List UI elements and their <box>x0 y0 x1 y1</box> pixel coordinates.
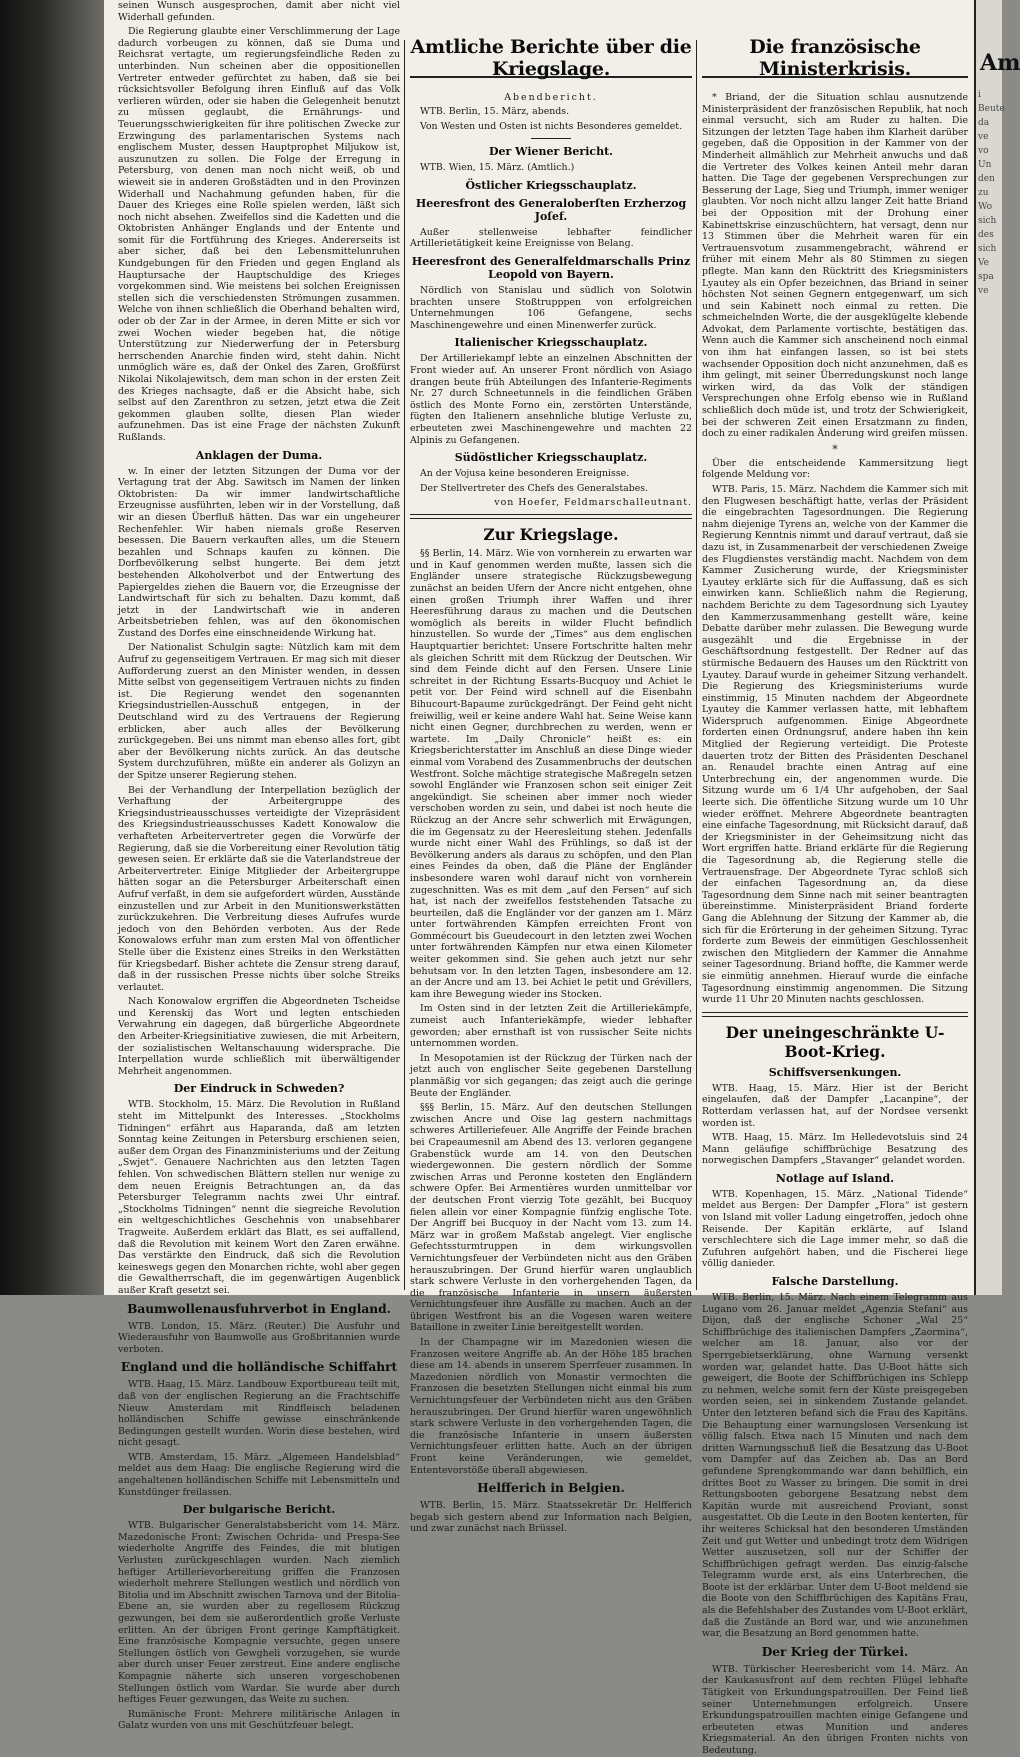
paragraph: WTB. Bulgarischer Generalstabsbericht vom 14. März. Mazedonische Front: Zwischen Ochrida- und Prespa-See wiederholte Angriffe des Feindes, die mit blutigen Verlusten zurückgeschlagen wurden. Nach ziemlich heftiger Artillerievorbereitung griffen die Franzosen wiederholt mehrere Stellungen westlich und nördlich von Bitolia und im Abschnitt zwischen Tarnova und der Bitolia-Ebene an, sie wurden aber zu regellosem Rückzug gezwungen, bei dem sie außerordentlich große Verluste erlitten. An der übrigen Front geringe Kampftätigkeit. Eine französische Kompagnie versuchte, gegen unsere Stellungen östlich von Gewgheli vorzugehen, sie wurde aber durch unser Feuer zerstreut. Eine andere englische Kompagnie näherte sich unseren vorgeschobenen Stellungen östlich vom Wardar. Sie wurde aber durch heftiges Feuer gezwungen, das Weite zu suchen. <box>118 1520 400 1706</box>
paragraph: WTB. Kopenhagen, 15. März. „National Tidende“ meldet aus Bergen: Der Dampfer „Flora“ ist gestern von Island mit voller Ladung eingetroffen, jedoch ohne Reisende. Der Kapitän erklärte, auf Island verschlechtere sich die Lage immer mehr, so daß die Zufuhren aufgehört haben, und die Fischerei liege völlig danieder. <box>702 1188 968 1270</box>
paragraph: §§§ Berlin, 15. März. Auf den deutschen Stellungen zwischen Ancre und Oise lag gestern nachmittags schweres Artilleriefeuer. Alle Angriffe der Feinde brachen bei Crapeaumesnil am Abend des 13. verloren gegangene Grabenstück wurde am 14. von den Deutschen wiedergewonnen. Die gestern nördlich der Somme zwischen Arras und Peronne kosteten den Engländern schwere Opfer. Bei Armentières wurden unmittelbar vor der deutschen Front vierzig Tote gezählt, bei Bucquoy fielen allein vor einer Kompagnie fünfzig englische Tote. Der Angriff bei Bucquoy in der Nacht vom 13. zum 14. März war in großem Maßstab angelegt. Vier englische Gefechtssturmtruppen in dem wirkungsvollen Vernichtungsfeuer der Verbündeten nicht aus den Gräben herauszubringen. Der Grund hierfür waren unglaublich stark schwere Verluste in den vorhergehenden Tagen, da die französische Infanterie in unsern äußersten Vernichtungsfeuer ihre Ausfälle zu machen. Auch an der übrigen Westfront bis an die Vogesen waren weitere Bataillone in zweiter Linie bereitgestellt worden. <box>410 1102 692 1334</box>
section-heading: Helfferich in Belgien. <box>477 1481 625 1496</box>
paragraph: An der Vojusa keine besonderen Ereignisse. <box>420 468 630 480</box>
paragraph: Der Nationalist Schulgin sagte: Nützlich kam mit dem Aufruf zu gegenseitigem Vertrauen. Er mag sich mit dieser Aufforderung zuerst an den Minister wenden, in dessen Mitte selbst von gegenseitigem Vertrauen nichts zu finden ist. Die Regierung wendet den sogenannten Kriegsindustriellen-Ausschuß entgegen, in der Deutschland wird zu des Vertrauens der Regierung erblicken, aber auch alles der Bevölkerung zurückgegeben. Bei uns nimmt man ebenso alles fort, gibt aber der Bevölkerung nichts zurück. An das deutsche System durchzuführen, müßte ein anderer als Golizyn an der Spitze unserer Regierung stehen. <box>118 642 400 781</box>
section-heading: Die französische Ministerkrisis. <box>749 36 921 80</box>
text-fragment: Wo <box>978 202 993 212</box>
section-heading: Heeresfront des Generalfeldmarschalls Prinz Leopold von Bayern. <box>411 254 691 281</box>
section-heading: Zur Kriegslage. <box>483 525 619 545</box>
paragraph: Im Osten sind in der letzten Zeit die Artilleriekämpfe, zumeist auch Infanteriekämpfe, wieder lebhafter geworden; aber ernsthaft ist von russischer Seite nichts unternommen worden. <box>410 1003 692 1050</box>
paragraph: WTB. Paris, 15. März. Nachdem die Kammer sich mit den Flugwesen beschäftigt hatte, verlas der Präsident die eingebrachten Tagesordnungen. Die Regierung nahm diejenige Tyrens an, welche von der Kammer die Regierung Kenntnis nimmt und darauf vertraut, daß sie dazu ist, in Zusammenarbeit der verschiedenen Zweige des Flugdienstes verständig macht. Nachdem von dem Kammer Zusicherung wurde, der Kriegsminister Lyautey erklärte sich für die Auffassung, daß es sich einwirken kann. Schließlich nahm die Regierung, nachdem Berichte zu dem Tagesordnung sich Lyautey den Kammerzusammenhang gestellt wäre, keine Debatte darüber mehr zulassen. Die Bewegung wurde ausgezählt und die Ergebnisse in der Geschäftsordnung festgestellt. Der Redner auf das stürmische Bedauern des Hauses um den Rücktritt von Lyautey. Darauf wurde in geheimer Sitzung verhandelt. Die Regierung des Kriegsministeriums wurde einstimmig, 15 Minuten nachdem der Abgeordnete Lyautey die Kammer verlassen hatte, mit lebhaftem Widerspruch aufgenommen. Einige Abgeordnete forderten einen Ordnungsruf, andere haben ihn kein Mitglied der Regierung verteidigt. Die Proteste dauerten trotz der Bitten des Präsidenten Deschanel an. Renaudel brachte einen Antrag auf eine Unterbrechung ein, der angenommen wurde. Die Sitzung wurde um 6 1/4 Uhr aufgehoben, der Saal leerte sich. Die öffentliche Sitzung wurde um 10 Uhr wieder eröffnet. Mehrere Abgeordnete beantragten eine einfache Tagesordnung, mit Rücksicht darauf, daß der Kriegsminister in der Geheimsitzung nicht das Wort ergriffen hatte. Briand erklärte für die Regierung die Tagesordnung ab, die Regierung stelle die Vertrauensfrage. Der Abgeordnete Tyrac schloß sich der einfachen Tagesordnung an, da diese Tagesordnung dem Sinne nach mit seiner beantragten übereinstimme. Ministerpräsident Briand forderte Gang die Ablehnung der Sitzung der Kammer ab, die sich für die Erörterung in der geheimen Sitzung. Tyrac forderte zum Beweis der einmütigen Geschlossenheit zwischen den Mitgliedern der Kammer die Annahme seiner Tagesordnung. Briand hoffte, die Kammer werde sie einmütig annehmen. Hierauf wurde die einfache Tagesordnung einstimmig angenommen. Die Sitzung wurde 11 Uhr 20 Minuten nachts geschlossen. <box>702 484 968 1006</box>
paragraph: Außer stellenweise lebhafter feindlicher Artillerietätigkeit keine Ereignisse von Belang. <box>410 226 692 250</box>
section-heading: Heeresfront des Generaloberſten Erzherzog Joſef. <box>415 196 687 223</box>
signature: von Hoefer, Feldmarschalleutnant. <box>494 497 692 509</box>
paragraph: Von Westen und Osten ist nichts Besonderes gemeldet. <box>420 120 683 132</box>
section-heading: England und die holländische Schiffahrt <box>120 1360 398 1375</box>
section-heading: Schiffsversenkungen. <box>768 1065 902 1079</box>
adjacent-page-edge <box>974 0 1020 1295</box>
paragraph: WTB. Haag, 15. März. Hier ist der Bericht eingelaufen, daß der Dampfer „Lacanpine“, der Rotterdam verlassen hat, auf der Nordsee versenkt worden ist. <box>702 1082 968 1129</box>
paragraph: WTB. Haag, 15. März. Landbouw Exportbureau teilt mit, daß von der englischen Regierung an die Frachtschiffe Nieuw Amsterdam mit Rindfleisch beladenen holländischen Schiffe gewisse einschränkende Bedingungen gestellt wurden. Worin diese bestehen, wird nicht gesagt. <box>118 1379 400 1449</box>
text-fragment: vo <box>978 146 989 156</box>
text-fragment: Beute <box>978 104 1005 114</box>
section-heading: Anklagen der Duma. <box>195 448 323 462</box>
text-fragment: des <box>978 230 994 240</box>
paragraph: Nördlich von Stanislau und südlich von Solotwin brachten unsere Stoßtrupppen von erfolgreichen Unternehmungen 106 Gefangene, sechs Maschinengewehre und einen Minenwerfer zurück. <box>410 284 692 331</box>
section-heading: Der Krieg der Türkei. <box>761 1644 909 1659</box>
section-heading: Östlicher Kriegsschauplatz. <box>465 178 637 192</box>
section-heading: Der Wiener Bericht. <box>489 145 613 159</box>
paragraph: Die Regierung glaubte einer Verschlimmerung der Lage dadurch vorbeugen zu können, daß sie Duma und Reichsrat vertagte, um regierungsfeindliche Reden zu unterbinden. Nun scheinen aber die oppositionellen Vertreter entweder gefürchtet zu haben, daß sie bei rücksichtsvoller Befolgung ihren Einfluß auf das Volk verlieren würden, oder sie haben die Gelegenheit benutzt zu müssen geglaubt, die Ernährungs- und Teuerungsschwierigkeiten für ihre politischen Zwecke zur Erzwingung des parlamentarischen Systems nach englischem Muster, dessen Hauptprophet Miljukow ist, auszunutzen zu sollen. Die Folge der Erregung in Petersburg, von denen man noch nicht weiß, ob und wieweit sie in anderen Großstädten und in den Provinzen Widerhall und Nachahmung gefunden haben, für die Dauer des Krieges eine Rolle spielen werden, läßt sich noch nicht absehen. Zweifellos sind die Kadetten und die Oktobristen Anhänger Englands und der Entente und somit für die Fortführung des Krieges. Andererseits ist aber sicher, daß bei den Lebensmittelunruhen Kundgebungen für den Frieden und gegen England als Hauptursache der Hauptschuldige des Krieges vorgekommen sind. Wie meistens bei solchen Ereignissen stellen sich die verschiedensten Strömungen zusammen. Welche von ihnen schließlich die Oberhand behalten wird, oder ob der Zar in der Armee, in deren Mitte er sich vor zwei Wochen wieder begeben hat, die nötige Unterstützung zur Niederwerfung der in Petersburg herrschenden Anarchie finden wird, steht dahin. Nicht unmöglich wäre es, daß der Onkel des Zaren, Großfürst Nikolai Nikolajewitsch, dem man schon in der ersten Zeit des Krieges nachsagte, daß er die Absicht habe, sich selbst auf den Zarenthron zu setzen, jetzt etwa die Zeit gekommen glauben sollte, diesen Plan wieder aufzunehmen. Das ist eine Frage der nächsten Zukunft Rußlands. <box>118 26 400 443</box>
section-heading: Baumwollenausfuhrverbot in England. <box>127 1301 391 1316</box>
column-3 <box>702 0 968 1756</box>
paragraph: WTB. Berlin, 15. März, abends. <box>420 106 570 117</box>
paragraph: Nach Konowalow ergriffen die Abgeordneten Tscheidse und Kerenskij das Wort und legten entschieden Verwahrung ein dagegen, daß bürgerliche Abgeordnete den Arbeiter-Kriegsinitiative zuwiesen, die mit Arbeitern, der sozialistischen Weltanschauung widersprache. Die Interpellation wurde schließlich mit überwältigender Mehrheit angenommen. <box>118 996 400 1077</box>
text-fragment: den <box>978 174 995 184</box>
text-fragment: sich <box>978 216 997 226</box>
separator <box>531 138 571 139</box>
paragraph: §§ Berlin, 14. März. Wie von vornherein zu erwarten war und in Kauf genommen werden mußte, lassen sich die Engländer unsere strategische Rückzugsbewegung zunächst an beiden Ufern der Ancre nicht entgehen, ohne einen großen Triumph ihrer Waffen und ihrer Heeresführung daraus zu machen und die Deutschen womöglich als bereits in wilder Flucht befindlich hinzustellen. So wurde der „Times“ aus dem englischen Hauptquartier berichtet: Unsere Fortschritte halten mehr als gleichen Schritt mit dem Rückzug der Deutschen. Wir sind dem Feinde dicht auf den Fersen. Unsere Linie schreitet in der Richtung Essarts-Bucquoy und Achiet le petit vor. Der Feind wird schnell auf die Eisenbahn Bihucourt-Bapaume zurückgedrängt. Der Feind geht nicht freiwillig, weil er keine andere Wahl hat. Seine Weise kann nicht einen Gegner, durchbrechen zu werden, wenn er wartete. Im „Daily Chronicle“ heißt es: ein Kriegsberichterstatter im Anschluß an diese Dinge wieder einmal vom Vorabend des Zusammenbruchs der deutschen Westfront. Solche mächtige strategische Maßregeln setzen sowohl Engländer wie Franzosen schon seit einiger Zeit angekündigt. Sie scheinen aber immer noch wieder verschoben worden zu sein, und dabei ist noch heute die Rückzug an der Ancre sehr schwerlich mit Erwägungen, die im Gegensatz zu der Heeresleitung stehen. Jedenfalls wurde nicht einer Wahl des Frühlings, so daß ist der Bevölkerung anders als daraus zu schöpfen, und den Plan eines Feindes da oben, daß die Pläne der Engländer insbesondere waren wohl darauf nicht von vornherein zugeschnitten. Was es mit dem „auf den Fersen“ auf sich hat, ist nach der zweifellos feststehenden Tatsache zu beurteilen, daß die Engländer vor der ganzen am 1. März unter fortwährenden Kämpfen erreichten Front von Gommécourt bis Gueudecourt in den letzten zwei Wochen unter fortwährenden Kämpfen nur etwa einen Kilometer weiter gekommen sind. Sie gehen auch jetzt nur sehr behutsam vor. In den letzten Tagen, insbesondere am 12. an der Ancre und am 13. bei Achiet le petit und Grévillers, kam ihre Bewegung wieder ins Stocken. <box>410 548 692 1000</box>
section-heading: Italienischer Kriegsschauplatz. <box>454 336 648 350</box>
paragraph: WTB. Wien, 15. März. (Amtlich.) <box>420 162 575 174</box>
paragraph: WTB. Haag, 15. März. Im Helledevotsluis sind 24 Mann geläufige schiffbrüchige Besatzung des norwegischen Dampfers „Stavanger“ gelandet worden. <box>702 1132 968 1167</box>
text-fragment: ve <box>978 132 989 142</box>
paragraph: WTB. Amsterdam, 15. März. „Algemeen Handelsblad“ meldet aus dem Haag: Die englische Regierung wird die angehaltenen holländischen Schiffe mit Lebensmitteln und Kunstdünger freilassen. <box>118 1451 400 1498</box>
column-rule <box>404 40 405 1290</box>
section-heading: Der uneingeschränkte U-Boot-Krieg. <box>725 1022 945 1061</box>
paragraph: Über die entscheidende Kammersitzung liegt folgende Meldung vor: <box>702 457 968 481</box>
text-fragment: ve <box>978 286 989 296</box>
double-rule <box>410 514 692 519</box>
adjacent-text-fragments <box>978 88 1005 298</box>
section-heading: Notlage auf Island. <box>775 1171 895 1185</box>
text-fragment: da <box>978 118 990 128</box>
paragraph: w. In einer der letzten Sitzungen der Duma vor der Vertagung trat der Abg. Sawitsch im Namen der linken Oktobristen: Da wir immer landwirtschaftliche Erzeugnisse ausführten, leben wir in der Vorstellung, daß wir an diesen Überfluß hätten. Das war ein ungeheurer Rechenfehler. Wir haben niemals große Reserven besessen. Die Bauern verkauften alles, um die Steuern bezahlen und Schnaps kaufen zu können. Die Dorfbevölkerung selbst hungerte. Bei dem jetzt bestehenden Alkoholverbot und der Entwertung des Papiergeldes ziehen die Bauern vor, die Erzeugnisse der Landwirtschaft für sich zu behalten. Dazu kommt, daß jetzt in der Landwirtschaft wie in anderen Arbeitsbetrieben fehlen, was auf den ökonomischen Zustand des Dorfes eine einschneidende Wirkung hat. <box>118 465 400 639</box>
star-separator: * <box>832 442 838 456</box>
paragraph: In Mesopotamien ist der Rückzug der Türken nach der jetzt auch von englischer Seite gegebenen Darstellung planmäßig vor sich gegangen; das zeigt auch die geringe Beute der Engländer. <box>410 1052 692 1099</box>
paragraph: WTB. Berlin, 15. März. Nach einem Telegramm aus Lugano vom 26. Januar meldet „Agenzia Stefani“ aus Dijon, daß der englische Schoner „Wal 25“ Schiffbrüchige des italienischen Dampfers „Zaormina“, welcher am 18. Januar, also vor der Sperrgebietserklärung, ohne Warnung versenkt worden war, gelandet hatte. Das U-Boot hätte sich geweigert, die Boote der Schiffbrüchigen ins Schlepp zu nehmen, welche somit fern der Küste preisgegeben worden seien, sei in sinkendem Zustande gelandet. Unter den letzteren befand sich die Frau des Kapitäns. Die Behauptung einer warnungslosen Versenkung ist völlig falsch. Etwa nach 15 Minuten und nach dem dritten Warnungsschuß ließ die Besatzung das U-Boot vom Dampfer auf das Zeichen ab. Das an Bord gefundene Sprengkommando war dann behilflich, ein drittes Boot zu Wasser zu bringen. Die somit in drei Rettungsbooten geborgene Besatzung nebst dem Kapitän wurde mit ausreichend Proviant, sonst ausgestattet. Ob die Leute in den Booten kenterten, für ihr weiteres Schicksal hat den besonderen Umständen Zeit und gut Wetter und unbedingt trotz dem Widrigen Wetter auszusetzen, soll nur der Schiffer der Schiffbrüchigen gefragt werden. Das einzig-falsche Telegramm wurde erst, als eins Unterbrechen, die Boote ist der erklärbar. Unter dem U-Boot meldend sie die Boote von den Schiffbrüchigen des Kapitäns Frau, als die Befehlshaber des Zustandes vom U-Boot erklärt, daß die Zustände an Bord war, und wie anzunehmen war, die Besatzung an Bord genommen hatte. <box>702 1292 968 1640</box>
adjacent-heading-fragment: Am <box>980 50 1020 76</box>
section-heading: Falsche Darstellung. <box>771 1275 899 1289</box>
book-binding <box>0 0 104 1295</box>
text-fragment: sich <box>978 244 997 254</box>
text-fragment: Ve <box>978 258 989 268</box>
section-heading: Amtliche Berichte über die Kriegslage. <box>410 36 692 80</box>
section-heading: Südöstlicher Kriegsschauplatz. <box>454 451 648 465</box>
paragraph: WTB. Türkischer Heeresbericht vom 14. März. An der Kaukasusfront auf dem rechten Flügel lebhafte Tätigkeit von Erkundungspatrouillen. Der Feind ließ seiner Unternehmungen erfolgreich. Unsere Erkundungspatrouillen machten einige Gefangene und erbeuteten etwas Munition und anderes Kriegsmaterial. An den übrigen Fronten nichts von Bedeutung. <box>702 1663 968 1756</box>
subheading: Abendbericht. <box>504 92 598 103</box>
paragraph: Der Artilleriekampf lebte an einzelnen Abschnitten der Front wieder auf. An unserer Front nördlich von Asiago drangen beute früh Abteilungen des Infanterie-Regiments Nr. 27 durch Schneetunnels in die feindlichen Gräben östlich des Monte Forno ein, zerstörten Unterstände, fügten den Italienern ansehnliche blutige Verluste zu, erbeuteten zwei Maschinengewehre und machten 22 Alpinis zu Gefangenen. <box>410 353 692 446</box>
section-heading: Der bulgarische Bericht. <box>182 1503 336 1517</box>
section-heading: Der Eindruck in Schweden? <box>173 1082 345 1096</box>
paragraph: seinen Wunsch ausgesprochen, damit aber nicht viel Widerhall gefunden. <box>118 0 400 23</box>
paragraph: WTB. Berlin, 15. März. Staatssekretär Dr. Helfferich begab sich gestern abend zur Information nach Belgien, und zwar zunächst nach Brüssel. <box>410 1500 692 1535</box>
column-rule <box>696 40 697 1290</box>
paragraph: Der Stellvertreter des Chefs des Generalstabes. <box>420 482 649 494</box>
column-2 <box>410 0 692 1535</box>
text-fragment: i <box>978 90 981 100</box>
paragraph: In der Champagne wir im Mazedonien wiesen die Franzosen weitere Angriffe ab. An der Höhe 185 brachen diese am 14. abends in unserem Sperrfeuer zusammen. In Mazedonien nördlich von Monastir vermochten die Franzosen die besetzten Stellungen nicht einmal bis zum Vernichtungsfeuer der Verbündeten nicht aus den Gräben herauszubringen. Der Grund hierfür waren ungewöhnlich stark schwere Verluste in den vorhergehenden Tagen, die die französische Infanterie in unsern äußersten Vernichtungsfeuer erlitten hatte. Auch an der übrigen Front keine Veränderungen, wie gemeldet, Ententevorstöße überall abgewiesen. <box>410 1337 692 1476</box>
paragraph: Rumänische Front: Mehrere militärische Anlagen in Galatz wurden von uns mit Geschützfeuer belegt. <box>118 1708 400 1732</box>
newspaper-page <box>104 0 974 1756</box>
paragraph: * Briand, der die Situation schlau ausnutzende Ministerpräsident der französischen Republik, hat noch einmal versucht, sich am Ruder zu halten. Die Sitzungen der letzten Tage haben ihm Klarheit darüber gegeben, daß die Opposition in der Kammer von der Minderheit allmählich zur Mehrheit anwuchs und daß die Vertreter des Volkes keinen Anteil mehr daran hatten. Die Tage der gegebenen Versprechungen zur Besserung der Lage, Sieg und Triumph, immer weniger glaubten. Vor noch nicht allzu langer Zeit hatte Briand bei der Opposition mit der Drohung einer Kabinettskrise einzuschüchtern, hat versagt, denn nur 13 Stimmen über die Mehrheit waren für ein Vertrauensvotum zusammengebracht, während er früher mit einem Mehr als 80 Stimmen zu siegen pflegte. Man kann den Rücktritt des Kriegsministers Lyautey als ein Opfer bezeichnen, das Briand in seiner höchsten Not seinen Gegnern entgegenwarf, um sich und sein Kabinett noch einmal zu retten. Die schmeichelnden Worte, die der ausgeklügelte klebende Advokat, dem Parlamente vortischte, bestätigen das. Wenn auch die Kammer sich anscheinend noch einmal von ihm hat einfangen lassen, so ist bei stets wachsender Opposition doch nicht anzunehmen, daß es ihm gelingt, mit seiner Überredungskunst noch lange wirken wird, da das Volk der ständigen Versprechungen ohne Erfolg ebenso wie in Rußland schließlich doch müde ist, und trotz der Schwierigkeit, bei der schweren Zeit einen Ersatzmann zu finden, doch zu einer radikalen Änderung wird greifen müssen. <box>702 92 968 440</box>
paragraph: WTB. Stockholm, 15. März. Die Revolution in Rußland steht im Mittelpunkt des Interesses. „Stockholms Tidningen“ erfährt aus Haparanda, daß am letzten Sonntag keine Zeitungen in Petersburg erschienen seien, außer dem Organ des Finanzministeriums und der Zeitung „Swjet“. Genauere Nachrichten aus den letzten Tagen fehlen. Von schwedischen Blättern stellen nur wenige zu dem neuen Ereignis Betrachtungen an, da das Petersburger Telegramm nachts zwei Uhr eintraf. „Stockholms Tidningen“ nennt die siegreiche Revolution ein weltgeschichtliches Geschehnis von unabsehbarer Tragweite. Außerdem erklärt das Blatt, es sei auffallend, daß die Revolution mit keinem Wort den Zaren erwähne. Das verstärkte den Eindruck, daß sich die Revolution keineswegs gegen den Monarchen richte, wohl aber gegen die Gewaltherrschaft, die im gegenwärtigen Augenblick außer Kraft gesetzt sei. <box>118 1099 400 1296</box>
paragraph: Bei der Verhandlung der Interpellation bezüglich der Verhaftung der Arbeitergruppe des Kriegsindustrieausschusses verteidigte der Vizepräsident des Kriegsindustrieausschusses Kadett Konowalow die verhafteten Arbeitervertreter gegen die Vorwürfe der Regierung, daß sie die Vorbereitung einer Revolution tätig gewesen seien. Er erklärte daß sie die Vaterlandstreue der Arbeitervertreter. Einige Mitglieder der Arbeitergruppe hätten sogar an die Petersburger Arbeiterschaft einen Aufruf verfaßt, in dem sie aufgefordert würden, Ausstände einzustellen und zur Arbeit in den Munitionswerkstätten zurückzukehren. Die Verbreitung dieses Aufrufes wurde jedoch von den Behörden verboten. Aus der Rede Konowalows erfuhr man zum ersten Mal von öffentlicher Stelle über die Existenz eines Streiks in den Werkstätten für Kriegsbedarf. Bisher achtete die Zensur streng darauf, daß in der russischen Presse nichts über solche Streiks verlautet. <box>118 784 400 993</box>
text-fragment: spa <box>978 272 994 282</box>
column-1 <box>118 0 400 1732</box>
text-fragment: Un <box>978 160 992 170</box>
paragraph: WTB. London, 15. März. (Reuter.) Die Ausfuhr und Wiederausfuhr von Baumwolle aus Großbritannien wurde verboten. <box>118 1320 400 1355</box>
double-rule <box>702 1012 968 1017</box>
text-fragment: zu <box>978 188 989 198</box>
